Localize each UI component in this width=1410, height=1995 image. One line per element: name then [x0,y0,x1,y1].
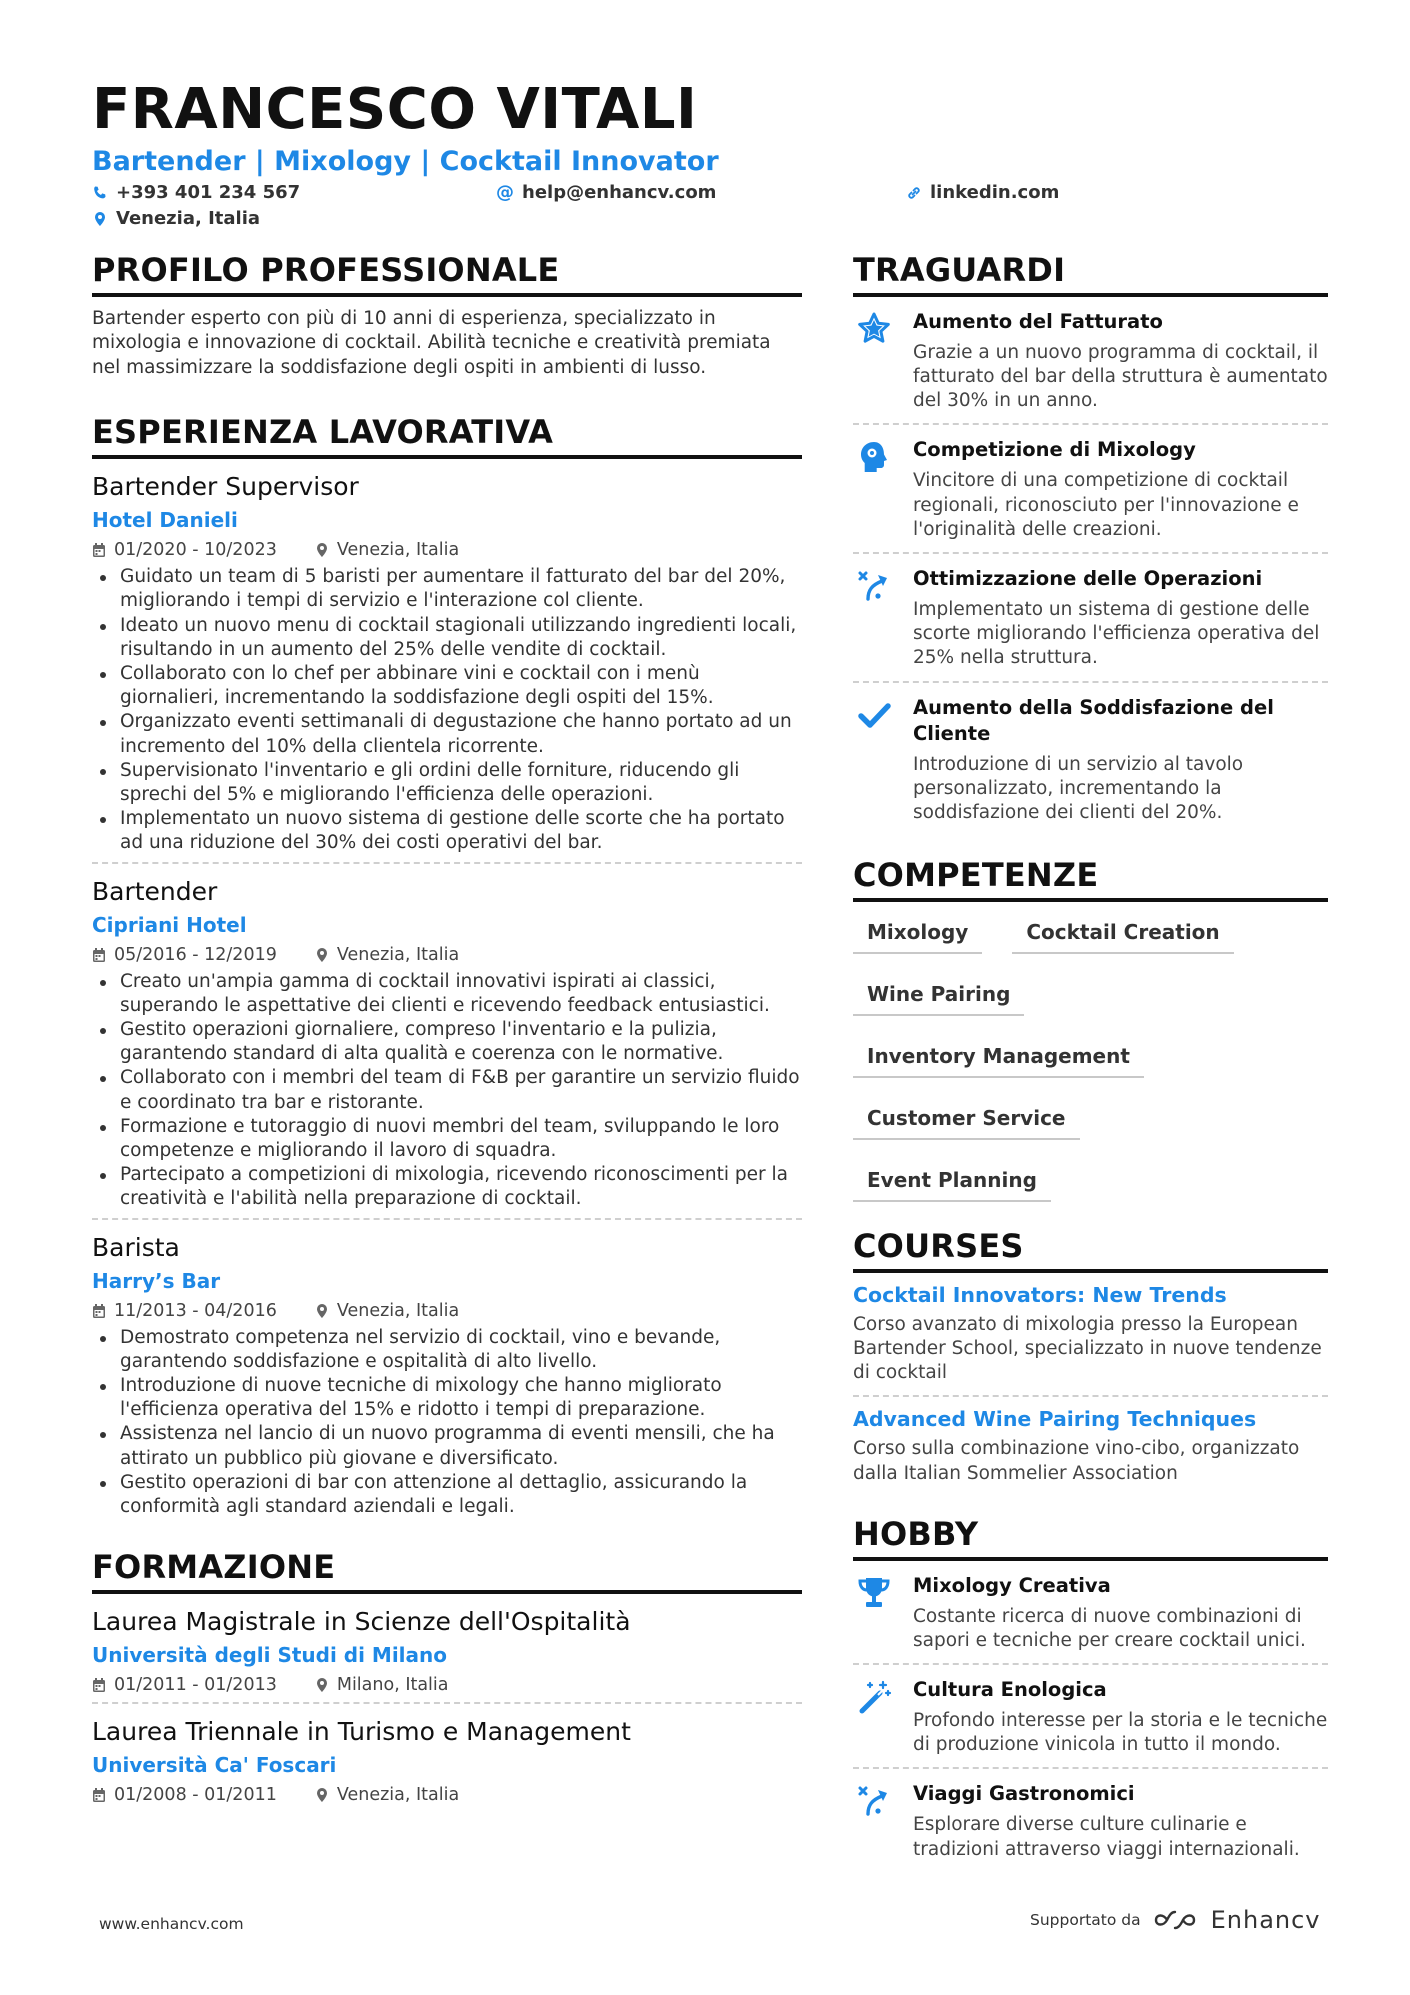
skills-section [853,857,1328,1202]
phone-text: +393 401 234 567 [116,182,301,203]
email-contact[interactable] [496,182,716,203]
job-list [92,459,802,1519]
job-entry [92,459,802,855]
bullet-item: Demostrato competenza nel servizio di cocktail, vino e bevande, garantendo soddisfazione e ospitalità di alto livello. [92,1326,802,1374]
entry-title: Cultura Enologica [913,1678,1107,1702]
strategy-icon [856,1783,892,1861]
entry-description: Profondo interesse per la storia e le tecniche di produzione vinicola in tutto il mondo. [913,1710,1328,1756]
education-section [92,1549,802,1806]
course-description: Corso avanzato di mixologia presso la European Bartender School, specializzato in nuove tendenze di cocktail [853,1313,1322,1384]
date-range: 01/2011 - 01/2013 [114,1674,277,1695]
icon-wrap [853,1677,895,1757]
bullet-item: Supervisionato l'inventario e gli ordini delle forniture, riducendo gli sprechi del 5% e migliorando l'efficienza delle operazioni. [92,759,802,807]
icon-wrap [853,1573,895,1653]
skill-tag: Cocktail Creation [1012,914,1233,954]
date-location-row [92,1300,802,1322]
candidate-name: FRANCESCO VITALI [92,77,698,142]
enhancv-logo-icon [1153,1908,1199,1932]
hobbies-section [853,1516,1328,1872]
phone-icon [92,185,108,201]
strategy-icon [856,568,892,671]
entry-body [913,695,1328,826]
star-icon [856,311,892,414]
bullet-item: Gestito operazioni giornaliere, compreso l'inventario e la pulizia, garantendo standard di alta qualità e coerenza con le normative. [92,1018,802,1066]
achievements-title: TRAGUARDI [853,252,1328,297]
head-icon [856,439,892,542]
profile-text: Bartender esperto con più di 10 anni di esperienza, specializzato in mixologia e innovazione di cocktail. Abilità tecniche e creatività premiata nel massimizzare la soddisfazione degli ospiti in ambienti di lusso. [92,307,771,378]
entry-body [913,1573,1328,1653]
calendar-icon [92,1303,106,1319]
achievement-item [853,423,1328,552]
date-location-row [92,539,802,561]
job-location: Venezia, Italia [336,1300,460,1321]
bullet-item: Implementato un nuovo sistema di gestione delle scorte che ha portato ad una riduzione del 30% dei costi operativi del bar. [92,807,802,855]
powered-by-text: Supportato da [1030,1911,1141,1929]
hobby-item [853,1561,1328,1663]
entry-title: Viaggi Gastronomici [913,1782,1135,1806]
course-title: Cocktail Innovators: New Trends [853,1282,1227,1307]
bullet-item: Introduzione di nuove tecniche di mixology che hanno migliorato l'efficienza operativa del 15% e ridotto i tempi di preparazione. [92,1374,802,1422]
entry-title: Competizione di Mixology [913,438,1196,462]
phone-contact[interactable] [92,182,300,203]
education-title: FORMAZIONE [92,1549,802,1594]
skill-tag: Inventory Management [853,1038,1144,1078]
left-column [92,252,802,1806]
location-pin-icon [92,211,108,227]
bullet-item: Ideato un nuovo menu di cocktail stagionali utilizzando ingredienti locali, risultando in un aumento del 25% delle vendite di cocktail. [92,614,802,662]
footer-brand [1030,1906,1321,1934]
course-description: Corso sulla combinazione vino-cibo, organizzato dalla Italian Sommelier Association [853,1438,1300,1484]
bullet-item: Collaborato con i membri del team di F&B per garantire un servizio fluido e coordinato tra bar e ristorante. [92,1066,802,1114]
education-list [92,1594,802,1806]
right-column [853,252,1328,1872]
hobby-item [853,1767,1328,1871]
bullet-list [92,970,802,1212]
location-pin-icon [315,1303,329,1319]
entry-body [913,309,1328,414]
entry-title: Aumento del Fatturato [913,309,1163,333]
courses-section [853,1228,1328,1496]
bullet-item: Partecipato a competizioni di mixologia, ricevendo riconoscimenti per la creatività e l'abilità nella preparazione di cocktail. [92,1163,802,1211]
location-pin-icon [315,947,329,963]
bullet-item: Assistenza nel lancio di un nuovo programma di eventi mensili, che ha attirato un pubblico più giovane e diversificato. [92,1422,802,1470]
job-title: Barista [92,1232,180,1262]
job-location: Venezia, Italia [336,944,460,965]
location-contact [92,208,260,229]
course-title: Advanced Wine Pairing Techniques [853,1407,1257,1432]
entry-body [913,437,1328,542]
job-location: Milano, Italia [336,1674,449,1695]
calendar-icon [92,1787,106,1803]
job-title: Bartender [92,876,218,906]
date-range: 01/2020 - 10/2023 [114,540,277,561]
entry-title: Mixology Creativa [913,1573,1111,1597]
headline: Bartender | Mixology | Cocktail Innovator [92,146,719,177]
date-location-row [92,1674,802,1696]
location-text: Venezia, Italia [116,208,261,229]
brand-name: Enhancv [1210,1906,1321,1934]
icon-wrap [853,437,895,542]
date-range: 05/2016 - 12/2019 [114,944,277,965]
achievement-item [853,552,1328,681]
job-entry [92,862,802,1212]
course-item [853,1395,1328,1495]
date-range: 11/2013 - 04/2016 [114,1300,277,1321]
achievements-section [853,252,1328,835]
bullet-item: Organizzato eventi settimanali di degustazione che hanno portato ad un incremento del 10% della clientela ricorrente. [92,710,802,758]
entry-title: Aumento della Soddisfazione del Cliente [913,695,1274,745]
entry-description: Introduzione di un servizio al tavolo personalizzato, incrementando la soddisfazione dei clienti del 20%. [913,753,1244,824]
bullet-item: Gestito operazioni di bar con attenzione al dettaglio, assicurando la conformità agli standard aziendali e legali. [92,1471,802,1519]
school-name: Università degli Studi di Milano [92,1642,448,1667]
bullet-list [92,1326,802,1520]
bullet-item: Creato un'ampia gamma di cocktail innovativi ispirati ai classici, superando le aspettative dei clienti e ricevendo feedback entusiastici. [92,970,802,1018]
linkedin-text: linkedin.com [930,182,1060,203]
skills-title: COMPETENZE [853,857,1328,902]
job-title: Bartender Supervisor [92,472,359,502]
magic-wand-icon [856,1679,892,1757]
bullet-item: Guidato un team di 5 baristi per aumentare il fatturato del bar del 20%, migliorando i tempi di servizio e l'interazione col cliente. [92,565,802,613]
hobby-item [853,1663,1328,1767]
entry-body [913,566,1328,671]
entry-body [913,1781,1328,1861]
entry-description: Grazie a un nuovo programma di cocktail, il fatturato del bar della struttura è aumentato del 30% in un anno. [913,341,1328,412]
course-list [853,1273,1328,1496]
courses-title: COURSES [853,1228,1328,1273]
profile-title: PROFILO PROFESSIONALE [92,252,802,297]
job-entry [92,1218,802,1520]
link-icon [906,185,922,201]
date-location-row [92,944,802,966]
date-range: 01/2008 - 01/2011 [114,1784,277,1805]
trophy-icon [856,1575,892,1653]
experience-section [92,414,802,1519]
icon-wrap [853,1781,895,1861]
entry-description: Implementato un sistema di gestione delle scorte migliorando l'efficienza operativa del 25% nella struttura. [913,599,1320,669]
company-name: Hotel Danieli [92,508,238,533]
skill-tag: Wine Pairing [853,976,1024,1016]
degree-title: Laurea Triennale in Turismo e Management [92,1716,631,1746]
experience-title: ESPERIENZA LAVORATIVA [92,414,802,459]
entry-body [913,1677,1328,1757]
skill-tag: Mixology [853,914,982,954]
achievement-item [853,297,1328,424]
icon-wrap [853,695,895,826]
location-pin-icon [315,1677,329,1693]
degree-title: Laurea Magistrale in Scienze dell'Ospitalità [92,1606,631,1636]
education-entry [92,1594,802,1696]
entry-description: Vincitore di una competizione di cocktail regionali, riconosciuto per l'innovazione e l'originalità delle creazioni. [913,470,1299,540]
achievement-item [853,681,1328,836]
achievement-list [853,297,1328,835]
footer-website[interactable]: www.enhancv.com [99,1915,244,1933]
bullet-list [92,565,802,855]
job-location: Venezia, Italia [336,1784,460,1805]
job-location: Venezia, Italia [336,540,460,561]
calendar-icon [92,542,106,558]
company-name: Cipriani Hotel [92,912,247,937]
profile-section [92,252,802,380]
location-pin-icon [315,542,329,558]
skill-tag: Event Planning [853,1162,1051,1202]
bullet-item: Collaborato con lo chef per abbinare vini e cocktail con i menù giornalieri, incrementando la soddisfazione degli ospiti del 15%. [92,662,802,710]
at-icon: @ [496,182,514,203]
entry-title: Ottimizzazione delle Operazioni [913,567,1263,591]
entry-description: Costante ricerca di nuove combinazioni di sapori e tecniche per creare cocktail unici. [913,1605,1306,1651]
company-name: Harry’s Bar [92,1268,221,1293]
calendar-icon [92,947,106,963]
skill-tag: Customer Service [853,1100,1080,1140]
calendar-icon [92,1677,106,1693]
entry-description: Esplorare diverse culture culinarie e tradizioni attraverso viaggi internazionali. [913,1814,1300,1860]
icon-wrap [853,309,895,414]
date-location-row [92,1784,802,1806]
skill-list [853,914,1328,1202]
school-name: Università Ca' Foscari [92,1752,337,1777]
hobby-list [853,1561,1328,1872]
course-item [853,1273,1328,1396]
bullet-item: Formazione e tutoraggio di nuovi membri del team, sviluppando le loro competenze e migliorando il lavoro di squadra. [92,1115,802,1163]
check-icon [856,697,892,826]
location-pin-icon [315,1787,329,1803]
hobbies-title: HOBBY [853,1516,1328,1561]
email-text: help@enhancv.com [522,182,717,203]
education-entry [92,1702,802,1806]
linkedin-contact[interactable] [906,182,1059,203]
icon-wrap [853,566,895,671]
